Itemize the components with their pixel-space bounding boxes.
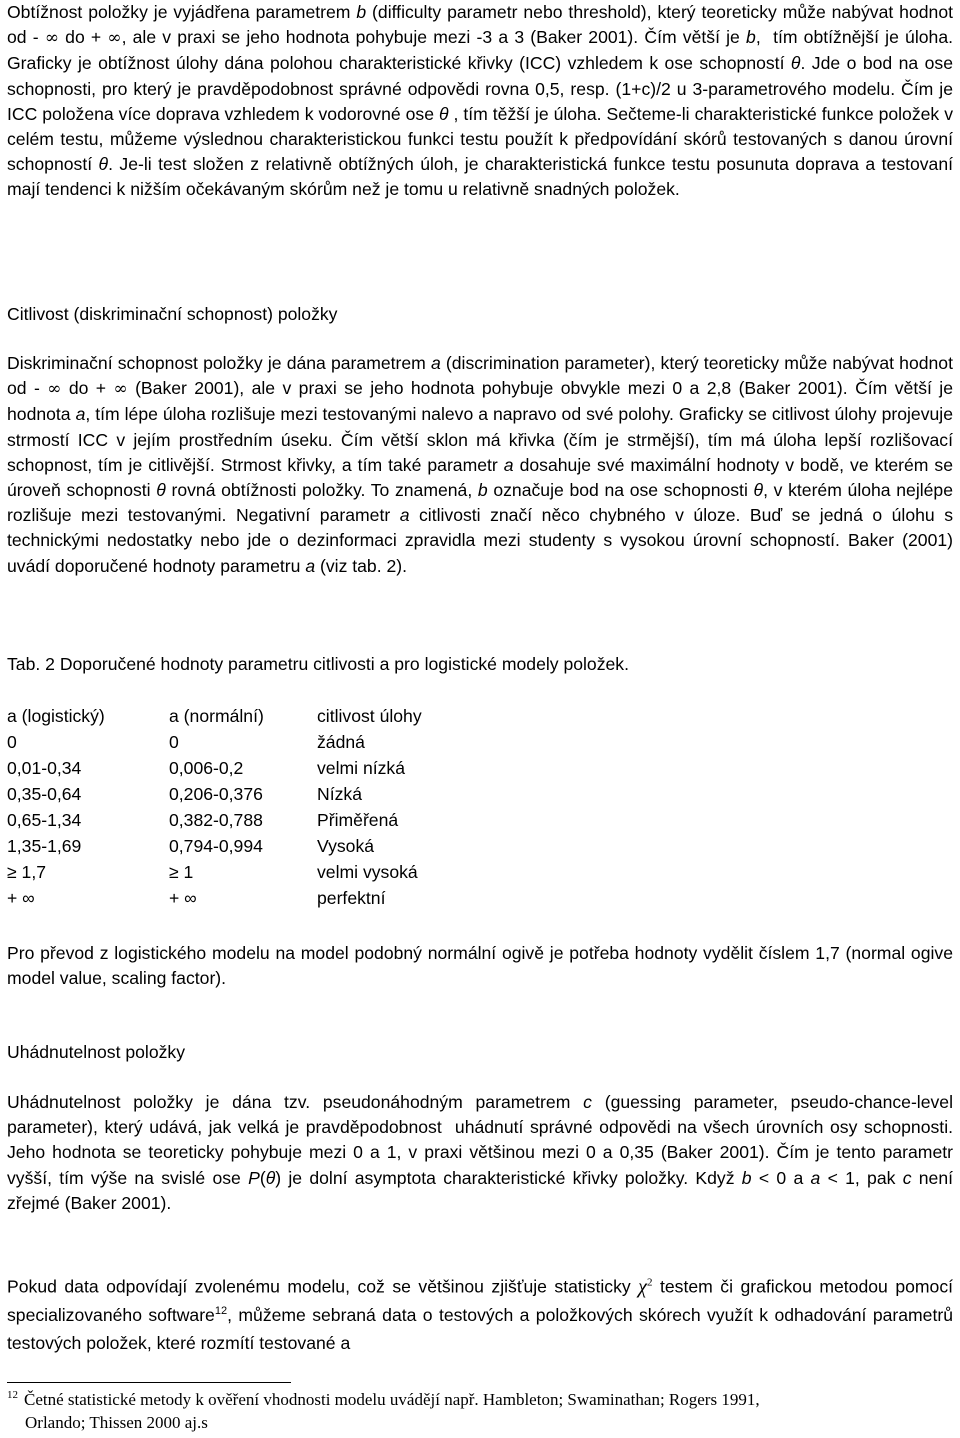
table-cell: 0,35-0,64 [7,784,82,804]
paragraph-text-c: , můžeme sebraná data o testových a položkových skórech využít k odhadování parametrů testových položek, které rozmítí testované a [7,1304,954,1353]
footnote-reference[interactable]: 12 [214,1304,228,1317]
table-header-cell: citlivost úlohy [317,706,422,726]
table-cell: 1,35-1,69 [7,836,82,856]
paragraph-citlivost: Diskriminační schopnost položky je dána parametrem a (discrimination parameter), který teoreticky může nabývat hodnot od - ∞ do + ∞ (Baker 2001), ale v praxi se jeho hodnota pohybuje obvykle mezi 0 a 2,8 (Baker 2001). Čím větší je hodnota a, tím lépe úloha rozlišuje mezi testovanými nalevo a napravo od své polohy. Graficky se citlivost úlohy projevuje strmostí ICC v jejím prostředním úseku. Čím větší sklon má křivka (čím je strmější), tím má úloha lepší rozlišovací schopnost, tím je citlivější. Strmost křivky, a tím také parametr a dosahuje své maximální hodnoty v bodě, ve kterém se úroveň schopnosti θ rovná obtížnosti položky. To znamená, b označuje bod na ose schopnosti θ, v kterém úloha nejlépe rozlišuje mezi testovanými. Negativní parametr a citlivosti značí něco chybného v úloze. Buď se jedná o úlohu s technickými nedostatky nebo jde o dezinformaci zpravidla mezi studenty s vysokou úrovní schopností. Baker (2001) uvádí doporučené hodnoty parametru a (viz tab. 2). [7,353,954,576]
table-cell: Nízká [317,784,362,804]
table-cell: 0,794-0,994 [169,836,263,856]
table-cell: žádná [317,732,365,752]
table-header-row [7,703,517,729]
table-cell: 0 [7,732,17,752]
table-row [7,755,517,781]
heading-uhadnutelnost: Uhádnutelnost položky [7,1042,186,1062]
table-row [7,729,517,755]
table-cell: 0,65-1,34 [7,810,82,830]
heading-citlivost: Citlivost (diskriminační schopnost) položky [7,304,338,324]
table-header-cell: a (normální) [169,706,264,726]
table-header-cell: a (logistický) [7,706,105,726]
table-cell: + ∞ [7,888,35,908]
paragraph-uhadnutelnost: Uhádnutelnost položky je dána tzv. pseudonáhodným parametrem c (guessing parameter, pseudo-chance-level parameter), který udává, jak velká je pravděpodobnost uhádnutí správné odpovědi na všech úrovních osy schopnosti. Jeho hodnota se teoreticky pohybuje mezi 0 a 1, v praxi většinou mezi 0 a 0,35 (Baker 2001). Čím je tento parametr vyšší, tím výše na svislé ose P(θ) je dolní asymptota charakteristické křivky položky. Když b < 0 a a < 1, pak c není zřejmé (Baker 2001). [7,1092,954,1213]
table-cell: velmi vysoká [317,862,418,882]
table-cell: ≥ 1 [169,862,194,882]
footnote-number: 12 [7,1389,18,1402]
table-cell: 0 [169,732,179,752]
table-row [7,807,517,833]
table-cell: 0,206-0,376 [169,784,263,804]
footnote [7,1388,953,1434]
parameter-table [7,703,517,911]
footnote-line-1: $^{12}$ Četné statistické metody k ověření vhodnosti modelu uvádějí např. Hambleton; Swaminathan; Rogers 1991, [7,1389,760,1409]
table-caption: Tab. 2 Doporučené hodnoty parametru citlivosti a pro logistické modely položek. [7,654,629,674]
table-cell: Vysoká [317,836,375,856]
table-cell: 0,01-0,34 [7,758,82,778]
paragraph-text-b: testem či grafickou metodou pomocí specializovaného software [7,1276,954,1325]
table-cell: velmi nízká [317,758,405,778]
paragraph-data-model [7,1268,953,1357]
paragraph-prevod: Pro převod z logistického modelu na model podobný normální ogivě je potřeba hodnoty vydělit číslem 1,7 (normal ogive model value, scaling factor). [7,943,953,989]
table-cell: 0,006-0,2 [169,758,244,778]
table-cell: Přiměřená [317,810,399,830]
table-cell: ≥ 1,7 [7,862,47,882]
table-row [7,885,517,911]
table-row [7,781,517,807]
footnote-separator [7,1382,291,1383]
table-cell: + ∞ [169,888,197,908]
footnote-line-2: Orlando; Thissen 2000 aj.s [25,1413,208,1432]
table-cell: 0,382-0,788 [169,810,263,830]
chi-square-symbol: $\chi^2$ [638,1275,653,1298]
table-cell: perfektní [317,888,386,908]
paragraph-obtiznost: Obtížnost položky je vyjádřena parametrem b (difficulty parametr nebo threshold), který teoreticky může nabývat hodnot od - ∞ do + ∞, ale v praxi se jeho hodnota pohybuje mezi -3 a 3 (Baker 2001). Čím větší je b, tím obtížnější je úloha. Graficky je obtížnost úlohy dána polohou charakteristické křivky (ICC) vzhledem k ose schopností θ. Jde o bod na ose schopnosti, pro který je pravděpodobnost správné odpovědi rovna 0,5, resp. (1+c)/2 u 3-parametrového modelu. Čím je ICC položena více doprava vzhledem k vodorovné ose θ , tím těžší je úloha. Sečteme-li charakteristické funkce položek v celém testu, můžeme výslednou charakteristickou funkci testu použít k předpovídání skórů testovaných s danou úrovní schopností θ. Je-li test složen z relativně obtížných úloh, je charakteristická funkce testu posunuta doprava a testovaní mají tendenci k nižším očekávaným skórům než je tomu u relativně snadných položek. [7,2,953,200]
table-row [7,833,517,859]
paragraph-text-a: Pokud data odpovídají zvolenému modelu, což se většinou zjišťuje statisticky [7,1276,631,1297]
table-row [7,859,517,885]
